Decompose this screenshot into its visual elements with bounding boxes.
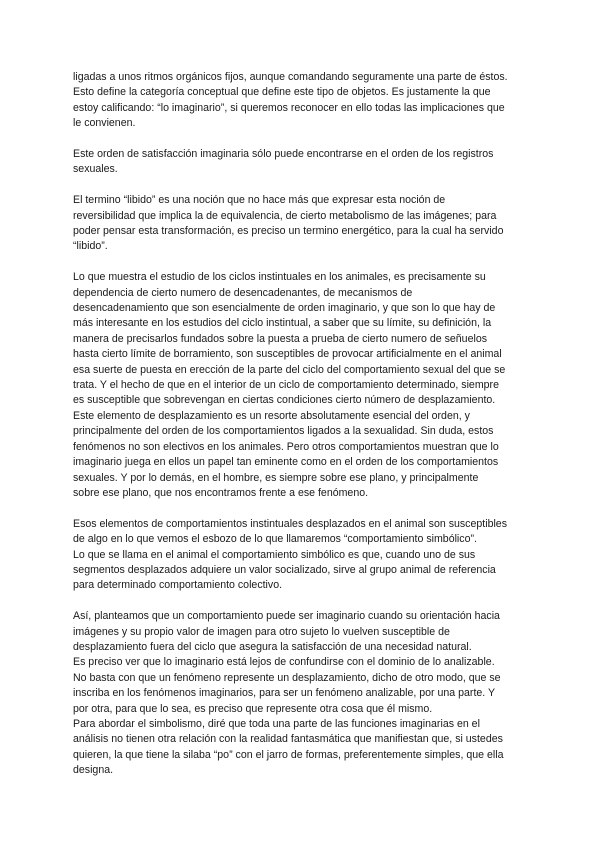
paragraph — [73, 70, 533, 132]
text-line: segmentos desplazados adquiere un valor socializado, sirve al grupo animal de referencia — [73, 563, 496, 576]
document-body — [73, 70, 533, 794]
text-line: desplazamiento fuera del ciclo que asegura la satisfacción de una necesidad natural. — [73, 640, 472, 653]
text-line: desencadenamiento que son esencialmente de orden imaginario, y que son lo que hay de — [73, 302, 496, 315]
text-line: es susceptible que sobrevengan en ciertas condiciones cierto número de desplazamiento. — [73, 394, 496, 407]
text-line: “libido”. — [73, 240, 108, 253]
text-line: Esto define la categoría conceptual que define este tipo de objetos. Es justamente la que — [73, 86, 491, 99]
text-line: de algo en lo que vemos el esbozo de lo que llamaremos “comportamiento simbólico”. — [73, 533, 477, 546]
text-line: quieren, la que tiene la silaba “po” con el jarro de formas, preferentemente simples, que ella — [73, 748, 504, 761]
text-line: más interesante en los estudios del ciclo instintual, a saber que su límite, su definición, la — [73, 317, 492, 330]
text-line: imágenes y su propio valor de imagen para otro sujeto lo vuelven susceptible de — [73, 625, 450, 638]
paragraph — [73, 517, 533, 594]
text-line: para determinado comportamiento colectivo. — [73, 579, 283, 592]
text-line: Lo que muestra el estudio de los ciclos instintuales en los animales, es precisamente su — [73, 271, 486, 284]
text-line: sexuales. Y por lo demás, en el hombre, es siempre sobre ese plano, y principalmente — [73, 471, 479, 484]
text-line: ligadas a unos ritmos orgánicos fijos, aunque comandando seguramente una parte de éstos. — [73, 71, 508, 83]
text-line: Es preciso ver que lo imaginario está lejos de confundirse con el dominio de lo analizable. — [73, 656, 495, 669]
paragraph — [73, 609, 533, 778]
paragraph — [73, 193, 533, 255]
text-line: manera de precisarlos fundados sobre la puesta a prueba de cierto numero de señuelos — [73, 332, 488, 345]
text-line: Lo que se llama en el animal el comportamiento simbólico es que, cuando uno de sus — [73, 548, 476, 561]
paragraph — [73, 147, 533, 178]
text-line: sexuales. — [73, 163, 118, 176]
text-line: reversibilidad que implica la de equivalencia, de cierto metabolismo de las imágenes; para — [73, 209, 497, 222]
text-line: inscriba en los fenómenos imaginarios, para ser un fenómeno analizable, por una parte. Y — [73, 687, 496, 700]
text-line: Este orden de satisfacción imaginaria sólo puede encontrarse en el orden de los registros — [73, 148, 494, 161]
text-line: dependencia de cierto numero de desencadenantes, de mecanismos de — [73, 286, 413, 299]
text-line: Así, planteamos que un comportamiento puede ser imaginario cuando su orientación hacia — [73, 610, 500, 623]
text-line: principalmente del orden de los comportamientos ligados a la sexualidad. Sin duda, estos — [73, 425, 494, 438]
text-line: fenómenos no son electivos en los animales. Pero otros comportamientos muestran que lo — [73, 440, 499, 453]
text-line: Para abordar el simbolismo, diré que toda una parte de las funciones imaginarias en el — [73, 717, 480, 730]
text-line: análisis no tienen otra relación con la realidad fantasmática que manifiestan que, si ustedes — [73, 733, 503, 746]
paragraph — [73, 270, 533, 501]
text-line: le convienen. — [73, 117, 136, 130]
text-line: por otra, para que lo sea, es preciso que represente otra cosa que él mismo. — [73, 702, 433, 715]
text-line: designa. — [73, 764, 114, 777]
text-line: Este elemento de desplazamiento es un resorte absolutamente esencial del orden, y — [73, 409, 470, 422]
text-line: estoy calificando: “lo imaginario”, si queremos reconocer en ello todas las implicaciones que — [73, 101, 505, 114]
text-line: No basta con que un fenómeno represente un desplazamiento, dicho de otro modo, que se — [73, 671, 501, 684]
text-line: imaginario juega en ellos un papel tan eminente como en el orden de los comportamientos — [73, 456, 499, 469]
text-line: esa suerte de puesta en erección de la parte del ciclo del comportamiento sexual del que se — [73, 363, 506, 376]
text-line: hasta cierto límite de borramiento, son susceptibles de provocar artificialmente en el animal — [73, 348, 502, 361]
text-line: trata. Y el hecho de que en el interior de un ciclo de comportamiento determinado, siempre — [73, 379, 499, 392]
text-line: sobre ese plano, que nos encontramos frente a ese fenómeno. — [73, 486, 369, 499]
text-line: El termino “libido” es una noción que no hace más que expresar esta noción de — [73, 194, 446, 207]
text-line: Esos elementos de comportamientos instintuales desplazados en el animal son susceptibles — [73, 517, 507, 530]
text-line: poder pensar esta transformación, es preciso un termino energético, para la cual ha servido — [73, 225, 504, 238]
